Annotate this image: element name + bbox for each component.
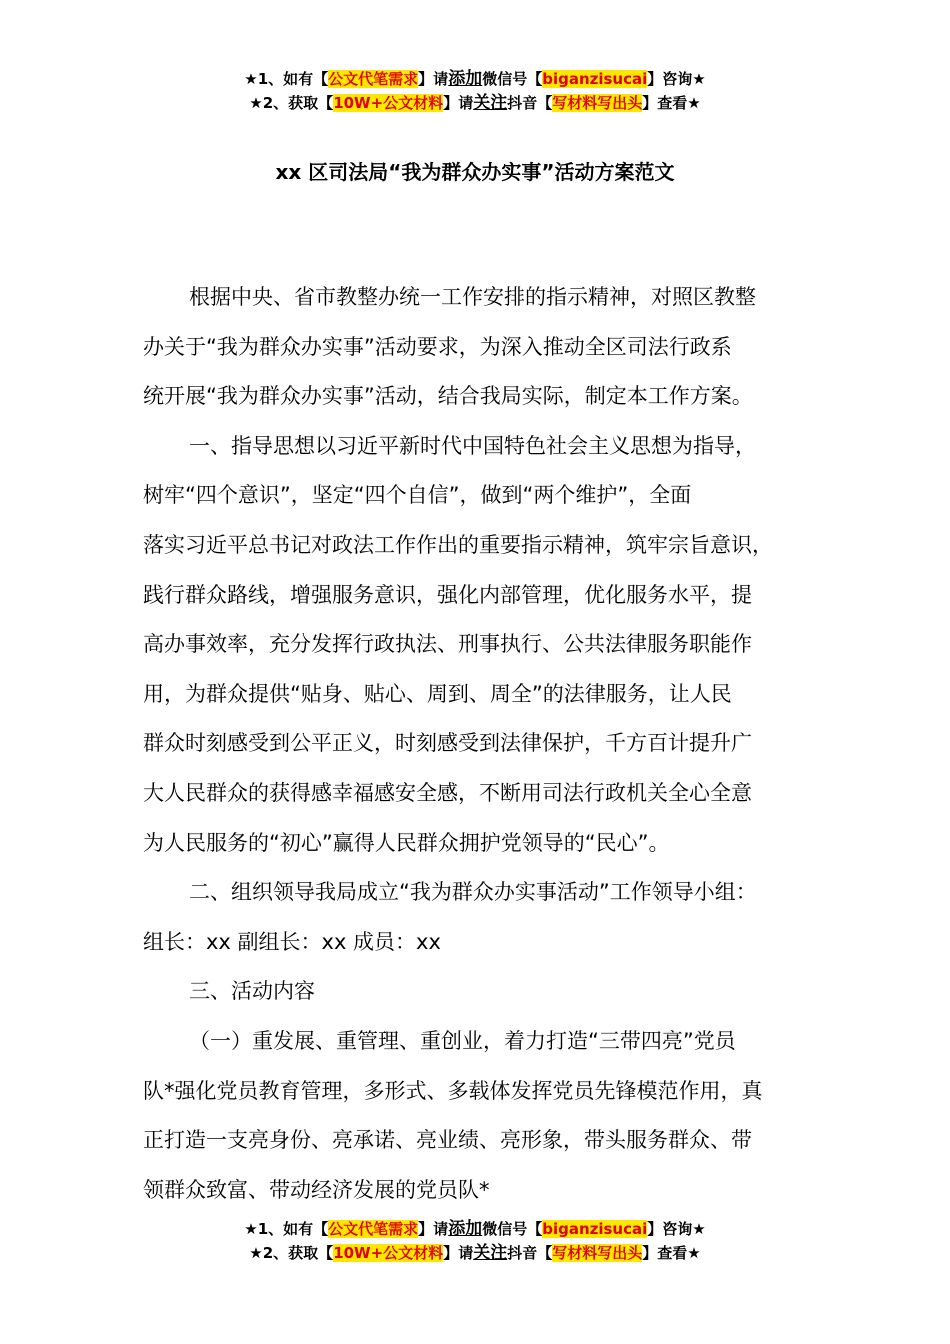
banner-line-1 <box>0 1217 950 1241</box>
body-line: 队*强化党员教育管理，多形式、多载体发挥党员先锋模范作用，真 <box>143 1078 763 1103</box>
body-line: 群众时刻感受到公平正义，时刻感受到法律保护，千方百计提升广 <box>143 731 752 756</box>
document-body <box>143 273 833 1215</box>
banner-emphasis: 添加 <box>448 1219 483 1239</box>
body-line: 树牢“四个意识”，坚定“四个自信”，做到“两个维护”，全面 <box>143 483 692 508</box>
body-line: 组长：xx 副组长：xx 成员：xx <box>143 929 441 954</box>
banner-highlight: 10W+公文材料 <box>333 1244 444 1262</box>
banner-text: 】咨询★ <box>647 70 706 88</box>
document-title: xx 区司法局“我为群众办实事”活动方案范文 <box>275 160 675 184</box>
banner-highlight: 公文代笔需求 <box>328 70 419 88</box>
top-banner <box>0 67 950 115</box>
banner-text: ★1、如有【 <box>244 1220 329 1238</box>
banner-highlight: 公文代笔需求 <box>328 1220 419 1238</box>
banner-text: 】查看★ <box>642 1244 701 1262</box>
douyin-id-highlight: 写材料写出头 <box>552 1244 643 1262</box>
banner-text: 】请 <box>443 1244 474 1262</box>
body-line: 领群众致富、带动经济发展的党员队* <box>143 1177 490 1202</box>
body-line: 高办事效率，充分发挥行政执法、刑事执行、公共法律服务职能作 <box>143 632 752 657</box>
douyin-id-highlight: 写材料写出头 <box>552 94 643 112</box>
banner-text: 微信号【 <box>482 1220 543 1238</box>
banner-highlight: 10W+公文材料 <box>333 94 444 112</box>
banner-text: 微信号【 <box>482 70 543 88</box>
body-line: 正打造一支亮身份、亮承诺、亮业绩、亮形象，带头服务群众、带 <box>143 1128 752 1153</box>
banner-text: ★1、如有【 <box>244 70 329 88</box>
body-line: 践行群众路线，增强服务意识，强化内部管理，优化服务水平，提 <box>143 582 752 607</box>
banner-text: 抖音【 <box>507 94 553 112</box>
banner-line-2 <box>0 91 950 115</box>
body-line: 三、活动内容 <box>189 979 315 1004</box>
body-line: 根据中央、省市教整办统一工作安排的指示精神，对照区教整 <box>189 285 756 309</box>
banner-text: 】查看★ <box>642 94 701 112</box>
banner-text: 】请 <box>418 1220 449 1238</box>
body-line: （一）重发展、重管理、重创业，着力打造“三带四亮”党员 <box>189 1028 736 1053</box>
wechat-id-highlight: biganzisucai <box>542 70 648 88</box>
banner-emphasis: 关注 <box>473 93 508 113</box>
body-line: 用，为群众提供“贴身、贴心、周到、周全”的法律服务，让人民 <box>143 681 732 706</box>
body-line: 为人民服务的“初心”赢得人民群众拥护党领导的“民心”。 <box>143 830 670 855</box>
body-line: 一、指导思想以习近平新时代中国特色社会主义思想为指导， <box>189 433 756 458</box>
banner-text: 】请 <box>443 94 474 112</box>
body-line: 统开展“我为群众办实事”活动，结合我局实际，制定本工作方案。 <box>143 384 753 409</box>
body-line: 落实习近平总书记对政法工作作出的重要指示精神，筑牢宗旨意识， <box>143 532 773 557</box>
banner-text: 抖音【 <box>507 1244 553 1262</box>
banner-line-1 <box>0 67 950 91</box>
banner-line-2 <box>0 1241 950 1265</box>
banner-emphasis: 关注 <box>473 1243 508 1263</box>
banner-text: ★2、获取【 <box>249 94 334 112</box>
banner-text: 】咨询★ <box>647 1220 706 1238</box>
banner-text: 】请 <box>418 70 449 88</box>
body-line: 大人民群众的获得感幸福感安全感，不断用司法行政机关全心全意 <box>143 780 752 805</box>
bottom-banner <box>0 1217 950 1265</box>
banner-emphasis: 添加 <box>448 69 483 89</box>
body-line: 二、组织领导我局成立“我为群众办实事活动”工作领导小组： <box>189 880 757 905</box>
banner-text: ★2、获取【 <box>249 1244 334 1262</box>
wechat-id-highlight: biganzisucai <box>542 1220 648 1238</box>
body-line: 办关于“我为群众办实事”活动要求，为深入推动全区司法行政系 <box>143 334 732 359</box>
